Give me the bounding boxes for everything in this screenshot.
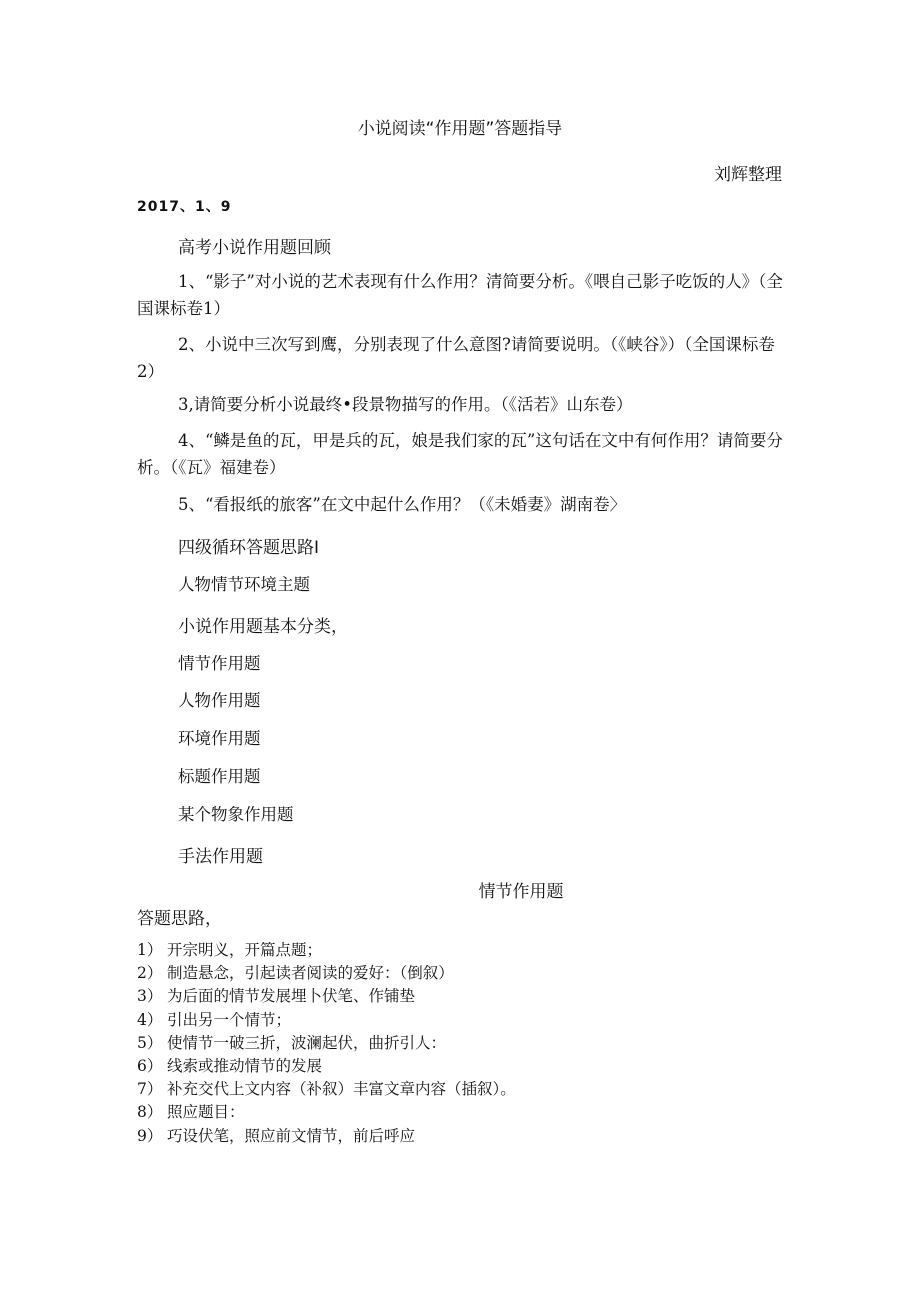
cycle-heading: 四级循环答题思路I [178,538,320,558]
list-item: 4） 引出另一个情节； [137,1010,292,1029]
list-item: 6） 线索或推动情节的发展 [137,1056,323,1075]
review-question-1: 1、“影子”对小说的艺术表现有什么作用？清简要分析。《喂自己影子吃饭的人》（全国课标卷1） [137,272,783,318]
category-item: 标题作用题 [178,767,261,786]
list-item: 1） 开宗明义，开篇点题； [137,941,323,959]
list-item: 9） 巧设伏笔，照应前文情节，前后呼应 [137,1126,416,1145]
document-title: 小说阅读“作用题”答题指导 [357,119,563,139]
review-question-4: 4、“鳞是鱼的瓦，甲是兵的瓦，娘是我们家的瓦”这句话在文中有何作用？请简要分析。（《瓦》福建卷） [137,431,783,477]
category-item: 情节作用题 [178,654,261,673]
list-item: 5） 使情节一破三折，波澜起伏，曲折引人： [137,1033,447,1052]
plot-steps-list [137,939,516,1148]
category-item: 某个物象作用题 [178,805,294,824]
review-question-2: 2、小说中三次写到鹰，分别表现了什么意图?请简要说明。（《峡谷》）（全国课标卷2） [137,335,775,381]
categories-heading: 小说作用题基本分类， [178,617,348,637]
cycle-content: 人物情节环境主题 [178,575,310,594]
category-item: 人物作用题 [178,691,261,710]
list-item: 8） 照应题目： [137,1103,245,1122]
list-item: 3） 为后面的情节发展埋卜伏笔、作铺垫 [137,987,416,1006]
document-date: 2017、1、9 [137,199,232,215]
category-item: 环境作用题 [178,729,261,748]
review-question-5: 5、“看报纸的旅客”在文中起什么作用？（《未婚妻》湖南卷〉 [178,495,627,514]
review-question-3: 3,请简要分析小说最终•段景物描写的作用。（《活若》山东卷） [178,395,633,414]
category-item-technique: 手法作用题 [178,847,263,867]
plot-section-heading: 情节作用题 [478,882,564,902]
list-item: 2） 制造悬念，引起读者阅读的爱好：（倒叙） [137,964,454,983]
list-item: 7） 补充交代上文内容（补叙）丰富文章内容（插叙）。 [137,1080,516,1099]
author-credit: 刘辉整理 [714,165,782,185]
review-heading: 高考小说作用题回顾 [178,238,331,258]
approach-label: 答题思路， [137,909,222,929]
